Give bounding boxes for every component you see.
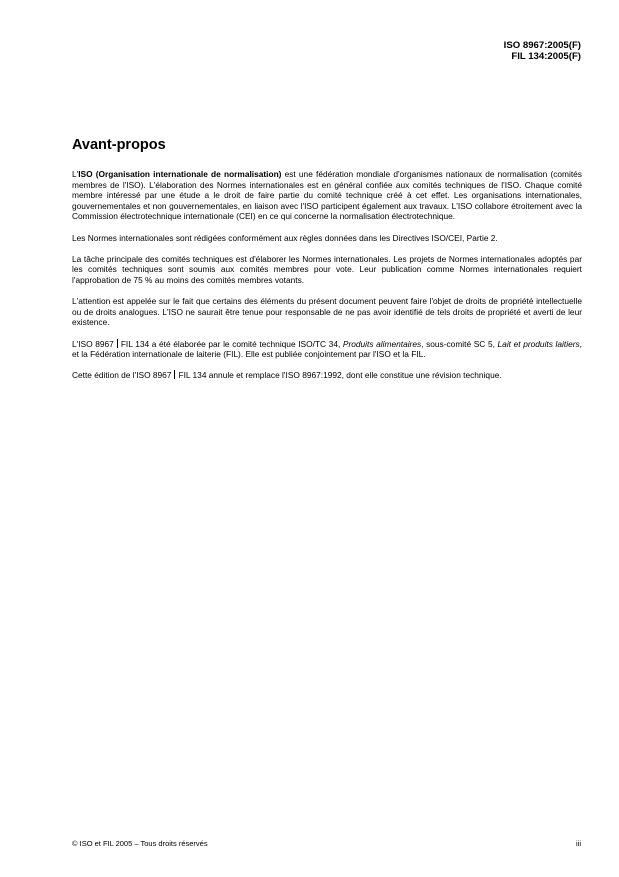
p5-a: L'ISO 8967	[72, 338, 114, 349]
p1-post: est une fédération mondiale d'organismes nationaux de normalisation (comités membres de l'ISO). L'élaboration des Normes internationales est en général confiée aux comités techniques de l'ISO. Chaque comité membre intéressé par une étude a le droit de faire partie du comité technique créé à cet effet. Les organisations internationales, gouvernementales et non gouvernementales, en liaison avec l'ISO participent également aux travaux. L'ISO collabore étroitement avec la Commission électrotechnique internationale (CEI) en ce qui concerne la normalisation électrotechnique.	[72, 169, 582, 222]
page-footer	[72, 839, 581, 848]
p5-c: , sous-comité SC 5,	[421, 338, 498, 349]
paragraph-preparation	[72, 339, 582, 360]
separator-bar	[117, 339, 118, 348]
p5-italic-food: Produits alimentaires	[342, 338, 422, 349]
p1-pre: L'	[72, 169, 79, 179]
p5-d: , et la Fédération internationale de laiterie (FIL). Elle est publiée conjointement par l'ISO et la FIL.	[72, 338, 582, 360]
p5-b: FIL 134 a été élaborée par le comité technique ISO/TC 34,	[120, 338, 343, 349]
paragraph-directives: Les Normes internationales sont rédigées conformément aux règles données dans les Directives ISO/CEI, Partie 2.	[72, 232, 498, 243]
iso-reference: ISO 8967:2005(F)	[503, 40, 581, 51]
paragraph-technical-committees: La tâche principale des comités techniques est d'élaborer les Normes internationales. Les projets de Normes internationales adoptés par les comités techniques sont soumis aux comités membres pour vote. Leur publication comme Normes internationales requiert l'approbation de 75 % au moins des comités membres votants.	[72, 253, 582, 285]
separator-bar	[174, 370, 175, 379]
copyright-notice: © ISO et FIL 2005 – Tous droits réservés	[72, 839, 208, 848]
document-reference	[504, 40, 581, 62]
paragraph-iso-definition	[72, 169, 582, 222]
paragraph-patent-rights: L'attention est appelée sur le fait que certains des éléments du présent document peuvent faire l'objet de droits de propriété intellectuelle ou de droits analogues. L'ISO ne saurait être tenue pour responsable de ne pas avoir identifié de tels droits de propriété et averti de leur existence.	[72, 296, 582, 328]
paragraph-edition	[72, 370, 582, 381]
page-number: iii	[576, 839, 581, 848]
p5-italic-dairy: Lait et produits laitiers	[497, 338, 580, 349]
fil-reference: FIL 134:2005(F)	[511, 51, 581, 62]
p6-b: FIL 134 annule et remplace l'ISO 8967:1992, dont elle constitue une révision technique.	[178, 370, 502, 381]
page-title: Avant-propos	[72, 137, 166, 153]
foreword-body	[72, 169, 582, 391]
iso-name-bold: ISO (Organisation internationale de normalisation)	[78, 169, 282, 179]
p6-a: Cette édition de l'ISO 8967	[72, 370, 172, 381]
